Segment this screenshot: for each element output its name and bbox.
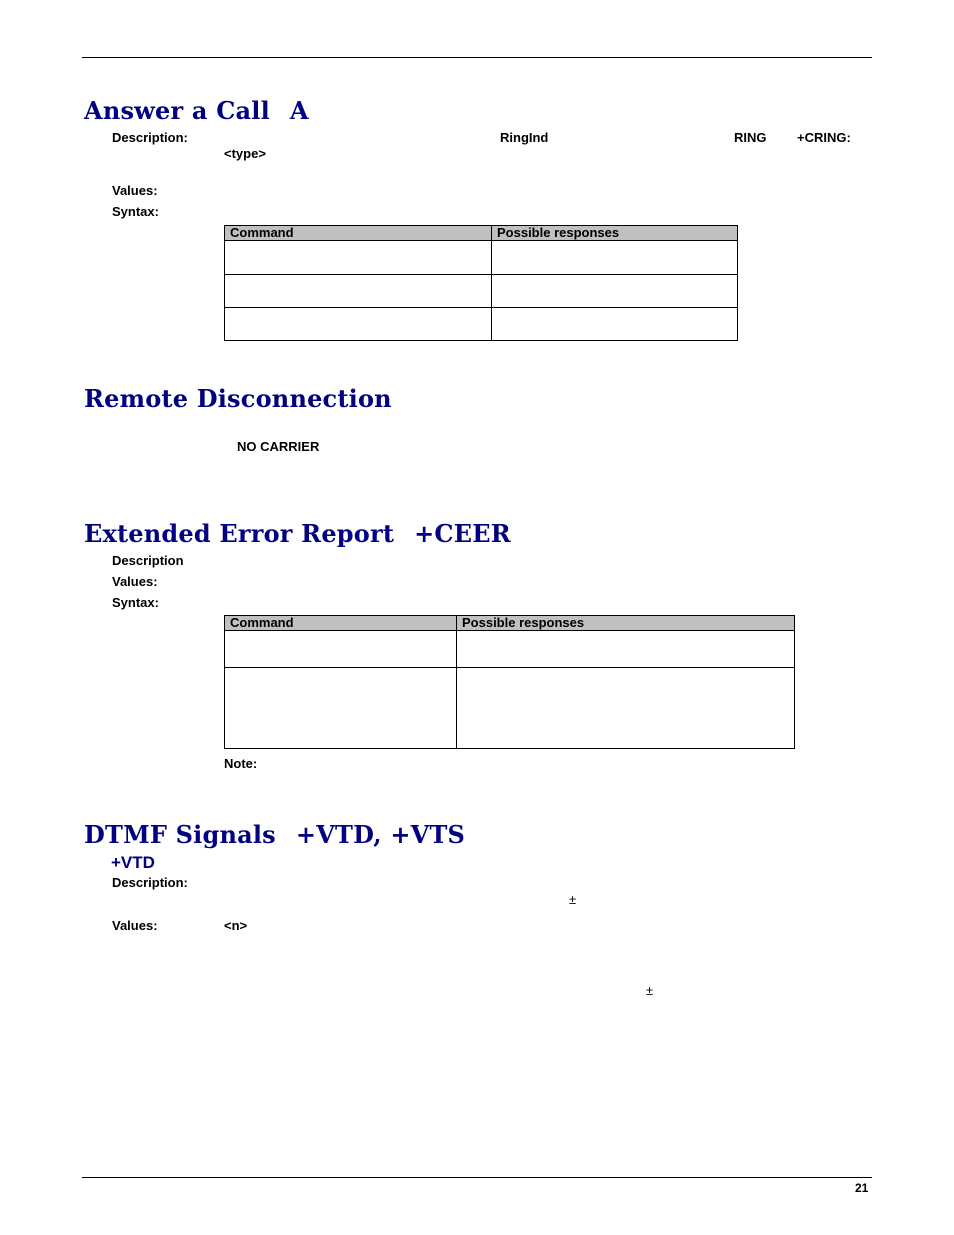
term-no-carrier: NO CARRIER (237, 439, 320, 454)
heading-answer-call-command: A (289, 96, 309, 125)
table-cell-response (492, 241, 738, 275)
answer-values-label: Values: (112, 183, 158, 198)
table-cell-command (225, 241, 492, 275)
table-row (225, 275, 738, 308)
ceer-values-label: Values: (112, 574, 158, 589)
table-row (225, 631, 795, 668)
table-header-row (225, 226, 738, 241)
table-row (225, 668, 795, 749)
plus-minus-symbol: ± (569, 892, 577, 907)
table-cell-command (225, 275, 492, 308)
heading-dtmf-signals (84, 820, 465, 849)
heading-remote-disconnection: Remote Disconnection (84, 384, 392, 413)
column-header-command: Command (225, 616, 457, 631)
column-header-responses: Possible responses (492, 226, 738, 241)
ceer-syntax-table (224, 615, 795, 749)
subheading-vtd: +VTD (111, 853, 155, 872)
answer-description-label: Description: (112, 130, 188, 145)
table-cell-response (457, 668, 795, 749)
heading-answer-call (84, 96, 309, 125)
column-header-command: Command (225, 226, 492, 241)
table-cell-command (225, 668, 457, 749)
table-row (225, 308, 738, 341)
term-type: <type> (224, 146, 266, 161)
plus-minus-symbol: ± (646, 983, 654, 998)
term-ringind: RingInd (500, 130, 549, 145)
heading-dtmf-text: DTMF Signals (84, 820, 276, 849)
answer-syntax-table (224, 225, 738, 341)
table-header-row (225, 616, 795, 631)
table-cell-response (492, 308, 738, 341)
ceer-note-label: Note: (224, 756, 258, 771)
heading-extended-error-report (84, 519, 511, 548)
table-cell-command (225, 631, 457, 668)
ceer-description-label: Description (112, 553, 184, 568)
heading-ceer-command: +CEER (414, 519, 511, 548)
heading-dtmf-command: +VTD, +VTS (295, 820, 466, 849)
table-row (225, 241, 738, 275)
table-cell-response (457, 631, 795, 668)
dtmf-description-label: Description: (112, 875, 188, 890)
table-cell-response (492, 275, 738, 308)
page-number: 21 (855, 1181, 869, 1195)
header-rule (82, 57, 872, 58)
table-cell-command (225, 308, 492, 341)
dtmf-values-label: Values: (112, 918, 158, 933)
term-n: <n> (224, 918, 248, 933)
heading-ceer-text: Extended Error Report (84, 519, 395, 548)
ceer-syntax-label: Syntax: (112, 595, 159, 610)
answer-syntax-label: Syntax: (112, 204, 159, 219)
column-header-responses: Possible responses (457, 616, 795, 631)
footer-rule (82, 1177, 872, 1178)
term-cring: +CRING: (797, 130, 851, 145)
term-ring: RING (734, 130, 767, 145)
heading-answer-call-text: Answer a Call (84, 96, 270, 125)
